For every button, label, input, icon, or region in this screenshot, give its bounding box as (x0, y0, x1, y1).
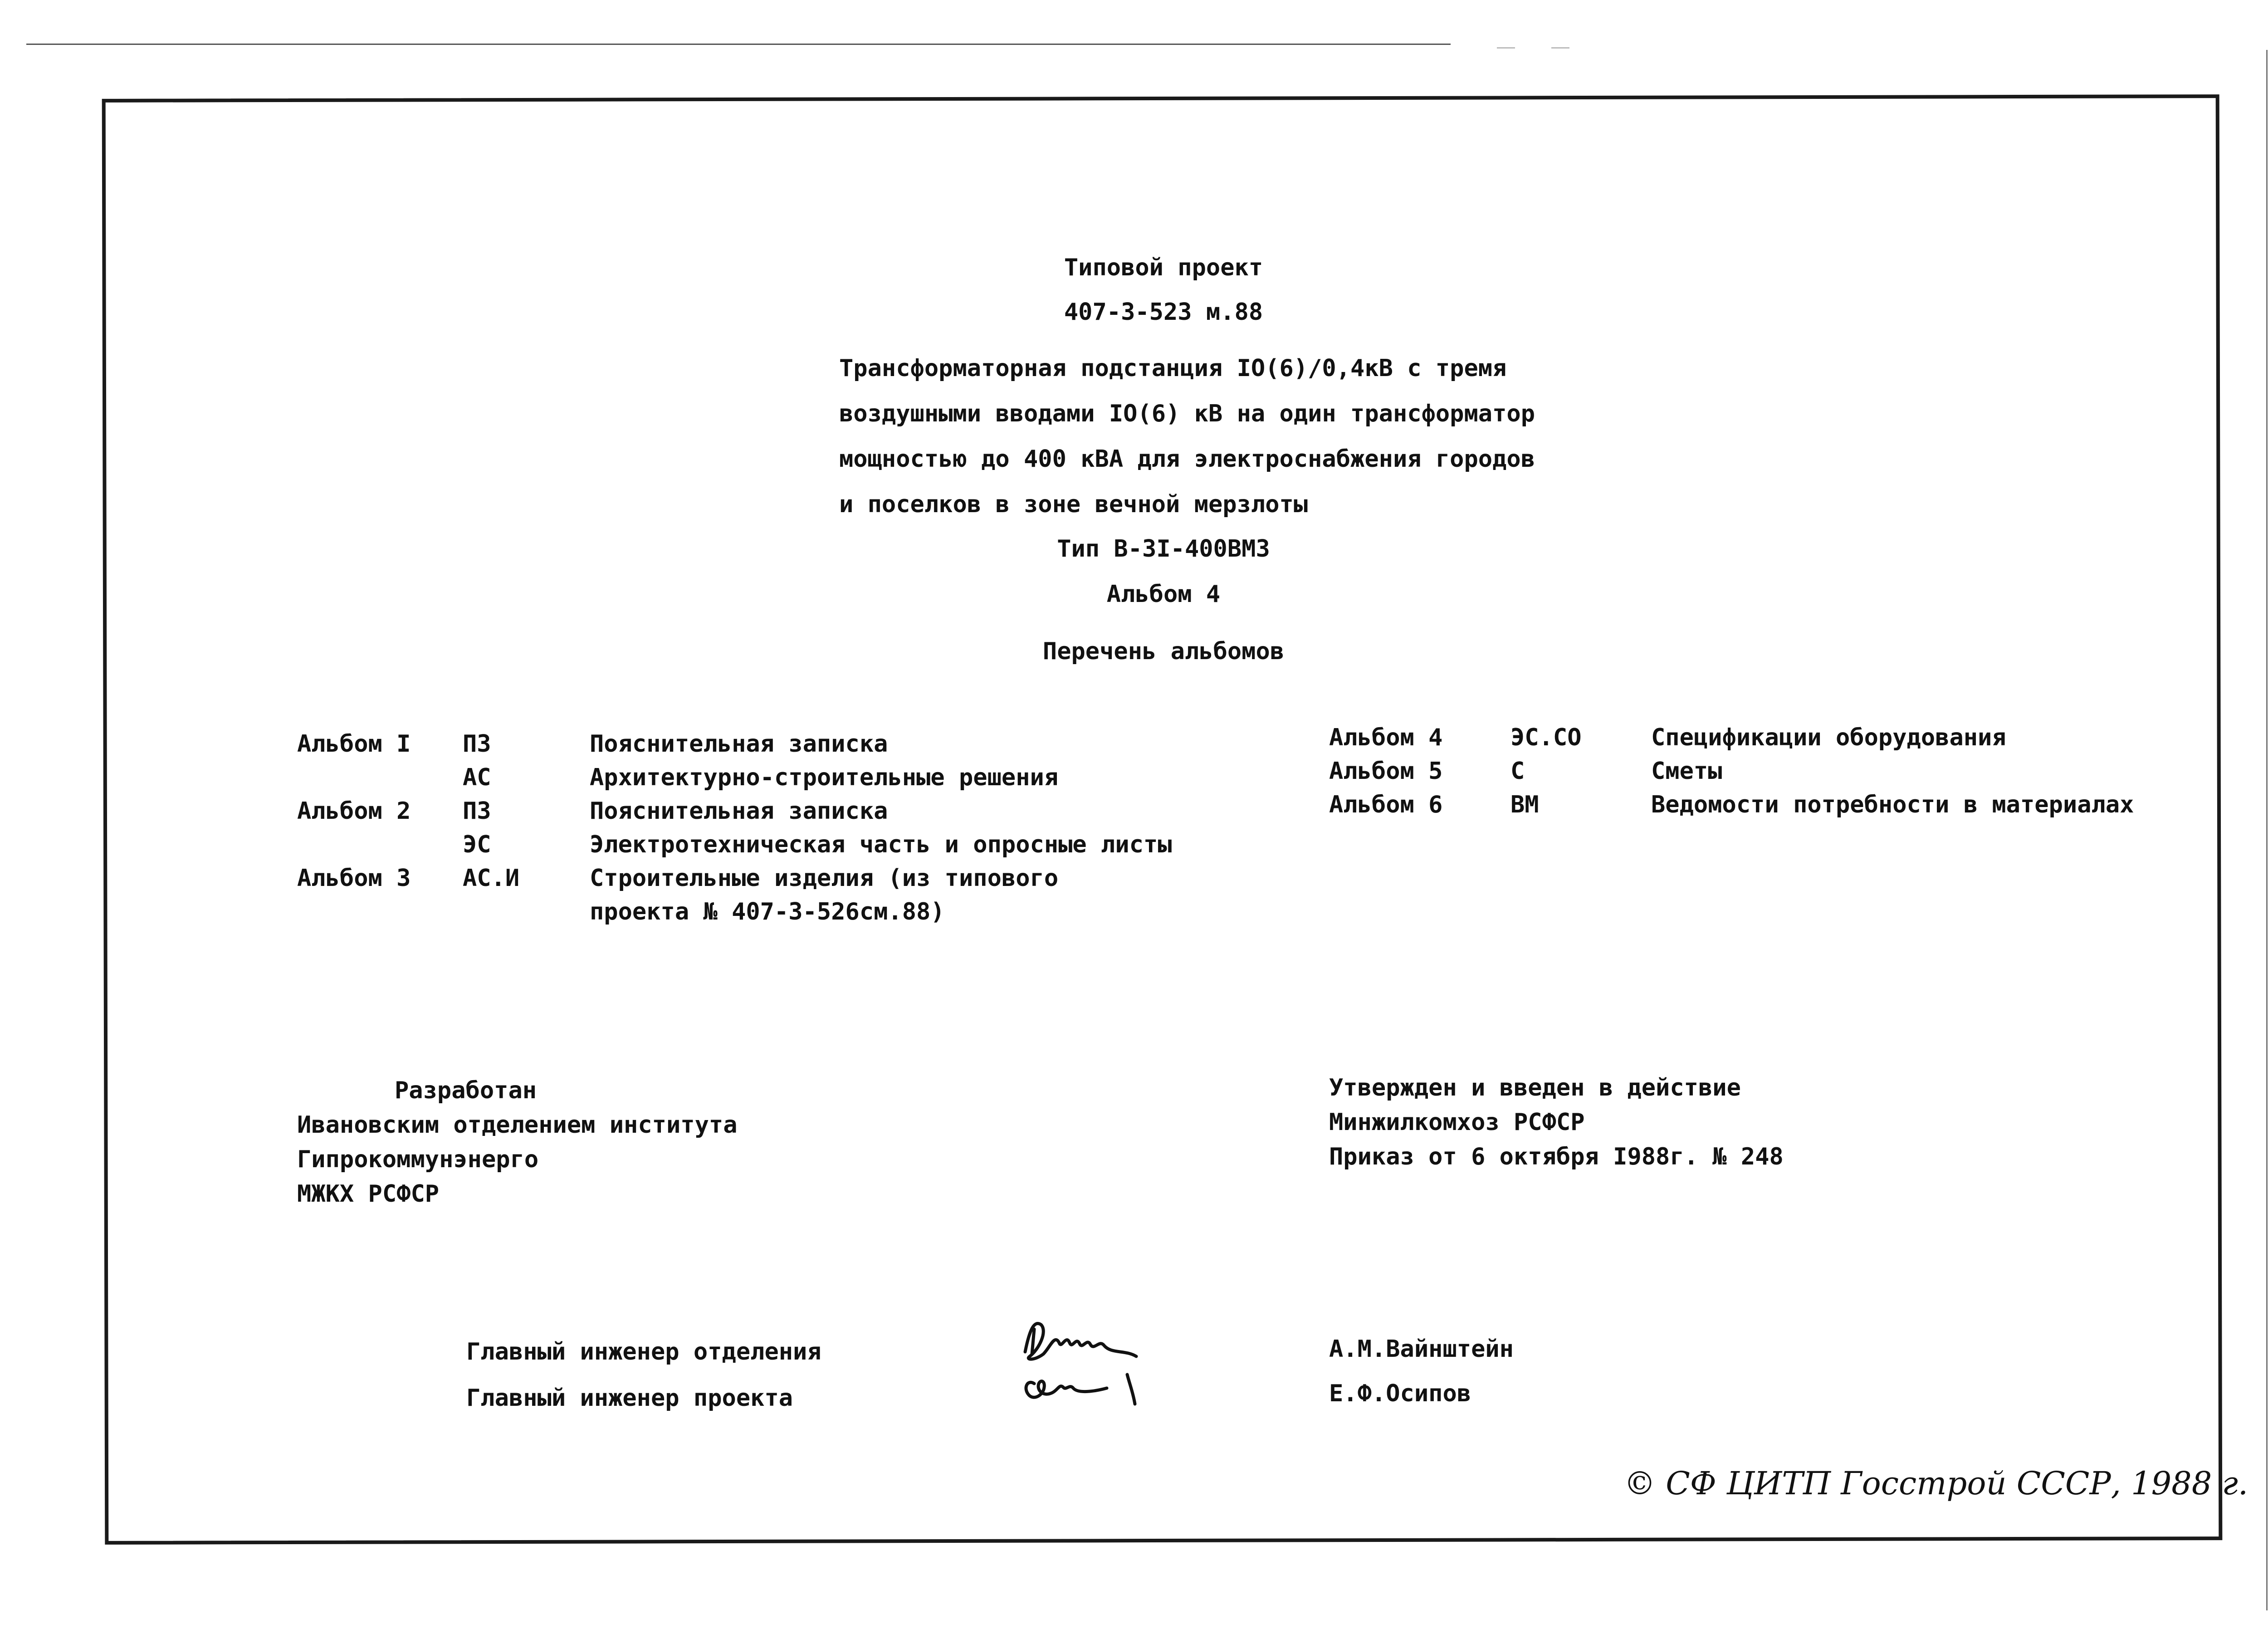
project-type: Типовой проект (1064, 254, 1263, 281)
album-code: ПЗ (463, 730, 491, 758)
album-code: АС (463, 764, 491, 791)
album-code: С (1510, 758, 1525, 785)
developer-heading: Разработан (395, 1077, 537, 1104)
description-line: мощностью до 400 кВА для электроснабжения городов (839, 445, 1535, 473)
developer-line: МЖКХ РСФСР (297, 1180, 440, 1208)
description-line: и поселков в зоне вечной мерзлоты (839, 491, 1308, 518)
copyright-stamp: © СФ ЦИТП Госстрой СССР, 1988 г. (1624, 1465, 2248, 1502)
album-title: Сметы (1651, 758, 1722, 785)
scan-right-edge (2266, 50, 2268, 1610)
scan-dash (1497, 47, 1515, 49)
approval-line: Утвержден и введен в действие (1329, 1074, 1741, 1101)
album-label: Альбом 4 (1329, 724, 1443, 751)
album-title: Электротехническая часть и опросные листы (590, 831, 1172, 858)
developer-line: Гипрокоммунэнерго (297, 1146, 539, 1173)
album-code: АС.И (463, 865, 520, 892)
album-title: Строительные изделия (из типового (590, 865, 1059, 892)
album-label: Альбом 3 (297, 865, 411, 892)
albums-list-title: Перечень альбомов (1042, 638, 1285, 665)
project-number: 407-3-523 м.88 (1064, 298, 1263, 326)
signature-name: Е.Ф.Осипов (1329, 1380, 1471, 1407)
album-title: Пояснительная записка (590, 797, 888, 825)
description-line: Трансформаторная подстанция IO(6)/0,4кВ с тремя (839, 355, 1507, 382)
signature-name: А.М.Вайнштейн (1329, 1336, 1514, 1363)
signature-position: Главный инженер проекта (466, 1384, 793, 1412)
album-code: ВМ (1510, 791, 1539, 818)
album-title: проекта № 407-3-526см.88) (590, 898, 945, 925)
scan-dash (1551, 47, 1569, 49)
album-label: Альбом 6 (1329, 791, 1443, 818)
album-title: Архитектурно-строительные решения (590, 764, 1059, 791)
album-label: Альбом 2 (297, 797, 411, 825)
developer-line: Ивановским отделением института (297, 1111, 738, 1139)
approval-line: Минжилкомхоз РСФСР (1329, 1109, 1585, 1136)
album-code: ЭС (463, 831, 491, 858)
album-code: ПЗ (463, 797, 491, 825)
handwritten-signature-icon (1016, 1316, 1179, 1420)
album-title: Ведомости потребности в материалах (1651, 791, 2134, 818)
description-line: воздушными вводами IO(6) кВ на один трансформатор (839, 400, 1535, 427)
scan-top-line (26, 44, 1451, 45)
album-title: Спецификации оборудования (1651, 724, 2006, 751)
signature-position: Главный инженер отделения (466, 1338, 821, 1365)
album-label: Альбом 5 (1329, 758, 1443, 785)
approval-line: Приказ от 6 октября I988г. № 248 (1329, 1143, 1784, 1170)
album-label: Альбом I (297, 730, 411, 758)
album-number: Альбом 4 (1106, 581, 1221, 608)
substation-type: Тип В-3I-400ВМЗ (1057, 535, 1270, 563)
album-code: ЭС.СО (1510, 724, 1582, 751)
album-title: Пояснительная записка (590, 730, 888, 758)
